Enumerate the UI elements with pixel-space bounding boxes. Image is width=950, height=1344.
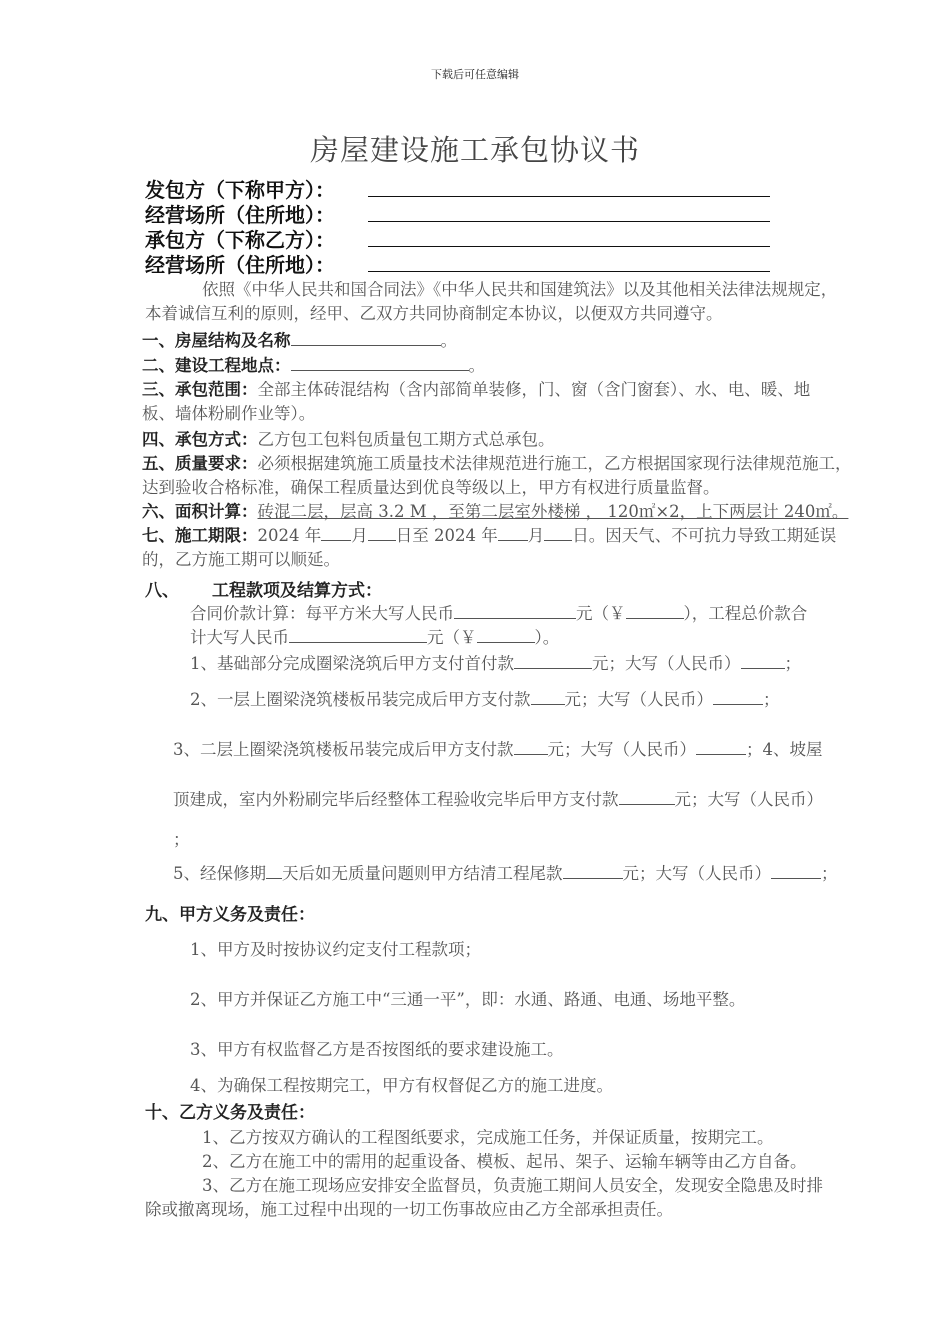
party-a-duty-4: 4、为确保工程按期完工，甲方有权督促乙方的施工进度。 [190, 1076, 613, 1095]
section-3-label: 三、承包范围： [142, 380, 258, 399]
payment-1-amount-blank[interactable] [514, 654, 592, 669]
section-7-line-2: 的，乙方施工期可以顺延。 [142, 550, 340, 569]
payment-item-4-end: ； [173, 830, 190, 849]
section-1: 一、房屋结构及名称 。 [142, 331, 457, 350]
total-price-blank[interactable] [289, 628, 427, 643]
section-4-label: 四、承包方式： [142, 430, 258, 449]
start-day-blank[interactable] [368, 526, 396, 541]
section-5-text: 必须根据建筑施工质量技术法律规范进行施工，乙方根据国家现行法律规范施工， [257, 454, 852, 473]
payment-2-words-blank[interactable] [713, 690, 763, 705]
section-4-text: 乙方包工包料包质量包工期方式总承包。 [257, 430, 555, 449]
section-1-label: 一、房屋结构及名称 [142, 331, 291, 350]
section-6-label: 六、面积计算： [142, 502, 258, 521]
payment-item-5: 5、经保修期 天后如无质量问题则甲方结清工程尾款 元；大写（人民币） ； [173, 864, 838, 883]
party-b-address-blank[interactable] [368, 271, 770, 272]
payment-3-words-blank[interactable] [696, 740, 746, 755]
party-b-duty-3: 3、乙方在施工现场应安排安全监督员，负责施工期间人员安全，发现安全隐患及时排 [202, 1176, 823, 1195]
payment-2-amount-blank[interactable] [531, 690, 565, 705]
section-2: 二、建设工程地点： 。 [142, 356, 485, 375]
party-b-duty-1: 1、乙方按双方确认的工程图纸要求，完成施工任务，并保证质量，按期完工。 [202, 1128, 774, 1147]
intro-line-1: 依照《中华人民共和国合同法》《中华人民共和国建筑法》以及其他相关法律法规规定， [202, 280, 838, 299]
payment-3-amount-blank[interactable] [514, 740, 548, 755]
section-5 [142, 450, 852, 474]
party-a-duty-1: 1、甲方及时按协议约定支付工程款项； [190, 940, 481, 959]
party-a-blank[interactable] [368, 196, 770, 197]
start-month-blank[interactable] [321, 526, 351, 541]
party-a-duty-2: 2、甲方并保证乙方施工中“三通一平”，即：水通、路通、电通、场地平整。 [190, 990, 746, 1009]
section-3-line-2: 板、墙体粉刷作业等）。 [142, 404, 316, 423]
price-line-1: 合同价款计算：每平方米大写人民币 元（￥ ），工程总价款合 [190, 604, 808, 623]
section-8-number: 八、 [145, 581, 179, 601]
section-7-label: 七、施工期限： [142, 526, 258, 545]
payment-item-3: 3、二层上圈梁浇筑楼板吊装完成后甲方支付款 元；大写（人民币） ；4、坡屋 [173, 740, 823, 759]
party-b-blank[interactable] [368, 246, 770, 247]
payment-item-4: 顶建成，室内外粉刷完毕后经整体工程验收完毕后甲方支付款 元；大写（人民币） [173, 790, 823, 809]
section-7: 七、施工期限：2024 年 月 日至 2024 年 月 日。因天气、不可抗力导致工期延误 [142, 526, 837, 545]
section-3 [142, 376, 810, 400]
warranty-days-blank[interactable] [266, 864, 282, 879]
party-a-address-label: 经营场所（住所地）： [145, 203, 335, 227]
section-3-text: 全部主体砖混结构（含内部简单装修，门、窗（含门窗套）、水、电、暖、地 [257, 380, 811, 399]
party-b-duty-2: 2、乙方在施工中的需用的起重设备、模板、起吊、架子、运输车辆等由乙方自备。 [202, 1152, 807, 1171]
section-6-text: 砖混二层，层高 3.2 M ，至第二层室外楼梯 ， 120㎡×2，上下两层计 240㎡。 [257, 502, 849, 521]
section-8-label: 工程款项及结算方式： [212, 581, 382, 601]
end-day-blank[interactable] [544, 526, 572, 541]
section-10-label: 十、乙方义务及责任： [145, 1103, 315, 1123]
intro-line-2: 本着诚信互利的原则，经甲、乙双方共同协商制定本协议，以便双方共同遵守。 [145, 304, 723, 323]
final-payment-amount-blank[interactable] [563, 864, 623, 879]
site-location-blank[interactable] [291, 356, 469, 371]
party-a-label: 发包方（下称甲方）： [145, 178, 335, 202]
payment-4-amount-blank[interactable] [619, 790, 675, 805]
party-b-duty-3-cont: 除或撤离现场，施工过程中出现的一切工伤事故应由乙方全部承担责任。 [145, 1200, 673, 1219]
payment-item-2: 2、一层上圈梁浇筑楼板吊装完成后甲方支付款 元；大写（人民币） ； [190, 690, 780, 709]
section-9-label: 九、甲方义务及责任： [145, 905, 315, 925]
page-header: 下载后可任意编辑 [431, 68, 519, 81]
payment-1-words-blank[interactable] [741, 654, 785, 669]
unit-price-blank[interactable] [454, 604, 576, 619]
section-5-label: 五、质量要求： [142, 454, 258, 473]
document-title: 房屋建设施工承包协议书 [309, 133, 640, 167]
price-line-2: 计大写人民币 元（￥ ）。 [190, 628, 560, 647]
party-a-duty-3: 3、甲方有权监督乙方是否按图纸的要求建设施工。 [190, 1040, 564, 1059]
structure-name-blank[interactable] [291, 331, 441, 346]
section-2-label: 二、建设工程地点： [142, 356, 291, 375]
party-b-label: 承包方（下称乙方）： [145, 228, 335, 252]
end-month-blank[interactable] [498, 526, 528, 541]
section-5-line-2: 达到验收合格标准，确保工程质量达到优良等级以上，甲方有权进行质量监督。 [142, 478, 720, 497]
party-a-address-blank[interactable] [368, 221, 770, 222]
section-4 [142, 426, 555, 450]
payment-item-1: 1、基础部分完成圈梁浇筑后甲方支付首付款 元；大写（人民币） ； [190, 654, 801, 673]
section-6 [142, 498, 848, 522]
unit-price-number-blank[interactable] [626, 604, 684, 619]
final-payment-words-blank[interactable] [771, 864, 821, 879]
party-b-address-label: 经营场所（住所地）： [145, 253, 335, 277]
total-price-number-blank[interactable] [477, 628, 535, 643]
